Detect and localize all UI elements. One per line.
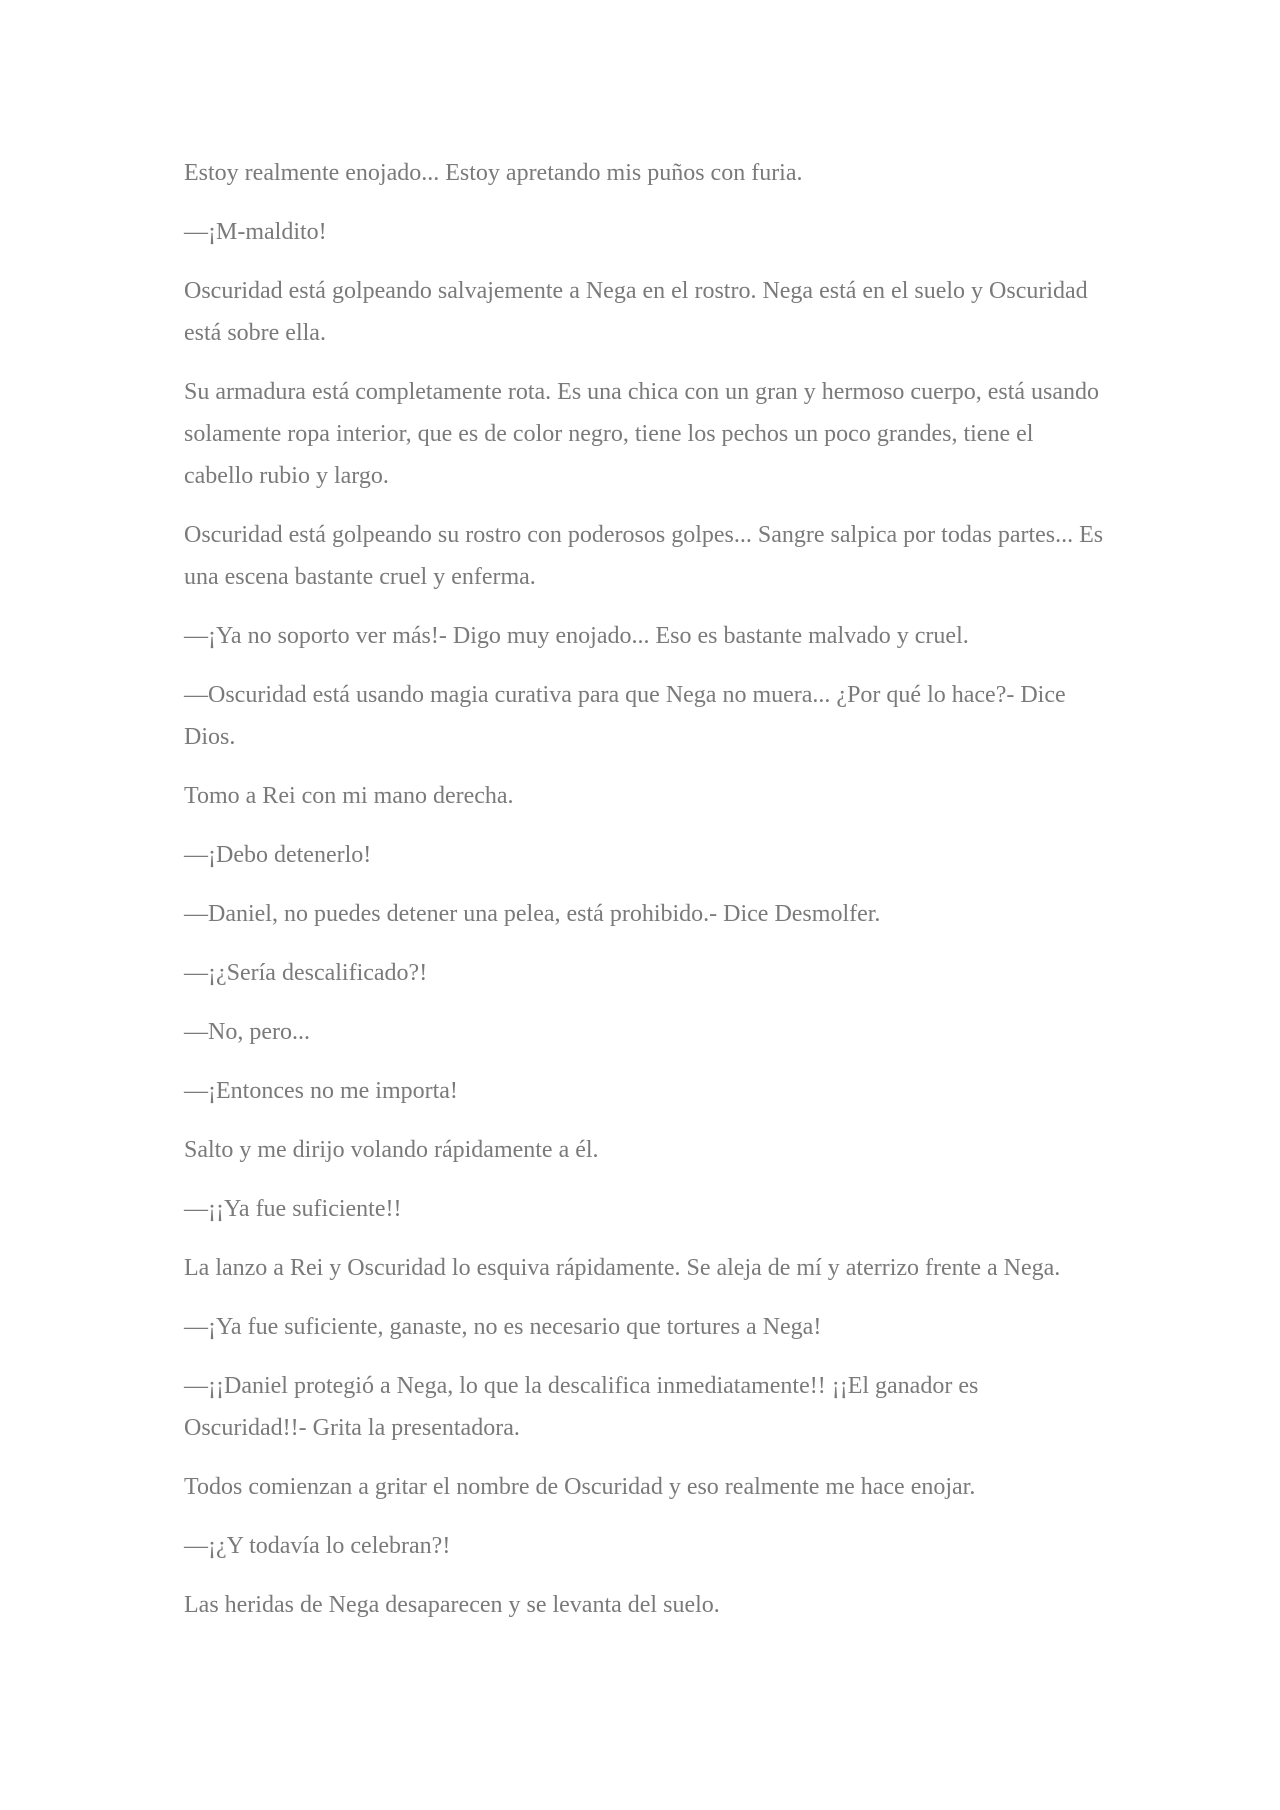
paragraph: Oscuridad está golpeando salvajemente a Nega en el rostro. Nega está en el suelo y Oscuridad está sobre ella. [184,278,1088,346]
paragraph: Las heridas de Nega desaparecen y se levanta del suelo. [184,1592,720,1618]
paragraph: —¡Entonces no me importa! [184,1078,458,1104]
paragraph: Tomo a Rei con mi mano derecha. [184,783,514,809]
paragraph: —¡¡Daniel protegió a Nega, lo que la descalifica inmediatamente!! ¡¡El ganador es Oscuridad!!- Grita la presentadora. [184,1373,979,1441]
paragraph: Su armadura está completamente rota. Es una chica con un gran y hermoso cuerpo, está usando solamente ropa interior, que es de color negro, tiene los pechos un poco grandes, tiene el cabello rubio y largo. [184,379,1100,489]
paragraph: Salto y me dirijo volando rápidamente a él. [184,1137,599,1163]
paragraph: —¡Debo detenerlo! [184,842,372,868]
paragraph: Oscuridad está golpeando su rostro con poderosos golpes... Sangre salpica por todas partes... Es una escena bastante cruel y enferma. [184,522,1104,590]
paragraph: —Daniel, no puedes detener una pelea, está prohibido.- Dice Desmolfer. [184,901,881,927]
paragraph: —No, pero... [184,1019,310,1045]
paragraph: —¡M-maldito! [184,219,327,245]
paragraph: —Oscuridad está usando magia curativa para que Nega no muera... ¿Por qué lo hace?- Dice Dios. [184,682,1066,750]
paragraph: Estoy realmente enojado... Estoy apretando mis puños con furia. [184,160,803,186]
paragraph: —¡¿Sería descalificado?! [184,960,428,986]
paragraph: La lanzo a Rei y Oscuridad lo esquiva rápidamente. Se aleja de mí y aterrizo frente a Nega. [184,1255,1061,1281]
document-body [184,152,1104,1643]
paragraph: Todos comienzan a gritar el nombre de Oscuridad y eso realmente me hace enojar. [184,1474,976,1500]
paragraph: —¡¡Ya fue suficiente!! [184,1196,402,1222]
paragraph: —¡Ya no soporto ver más!- Digo muy enojado... Eso es bastante malvado y cruel. [184,623,969,649]
paragraph: —¡Ya fue suficiente, ganaste, no es necesario que tortures a Nega! [184,1314,822,1340]
paragraph: —¡¿Y todavía lo celebran?! [184,1533,451,1559]
